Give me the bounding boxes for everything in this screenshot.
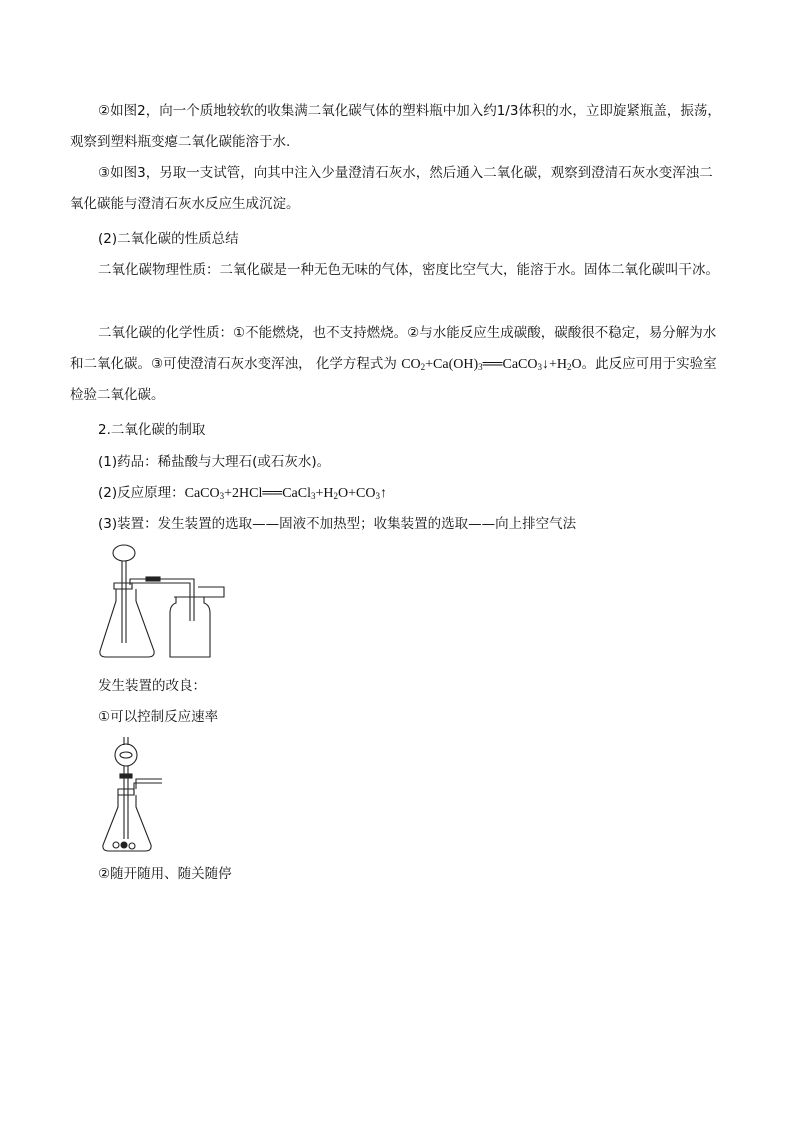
limewater-equation: $CO_2+Ca(OH)_3══CaCO_3↓+H_2O$ — [401, 357, 582, 372]
paragraph-figure3: ③如图3，另取一支试管，向其中注入少量澄清石灰水，然后通入二氧化碳，观察到澄清石灰水变浑浊二氧化碳能与澄清石灰水反应生成沉淀。 — [70, 165, 713, 212]
funnel-bulb — [115, 744, 137, 766]
line-apparatus: (3)装置：发生装置的选取——固液不加热型；收集装置的选取——向上排空气法 — [98, 516, 577, 532]
improve-item-1: ①可以控制反应速率 — [98, 709, 219, 725]
heading-property-summary: (2)二氧化碳的性质总结 — [98, 231, 239, 247]
improve-title: 发生装置的改良： — [98, 678, 206, 694]
co2-apparatus-figure — [96, 543, 236, 661]
chemical-lead-text: 二氧化碳的化学性质：①不能燃烧，也不支持燃烧。②与水能反应生成碳酸，碳酸很不稳定，易分解为水和二氧化碳。③可使澄清石灰水变浑浊， 化学方程式为 — [70, 325, 717, 372]
paragraph-physical-properties: 二氧化碳物理性质：二氧化碳是一种无色无味的气体，密度比空气大，能溶于水。固体二氧化碳叫干冰。 — [98, 262, 719, 278]
improve-item-2: ②随开随用、随关随停 — [98, 866, 232, 882]
chemical-tail-text: 。此反应可用于实验室检验二氧化碳。 — [70, 356, 717, 403]
line-drugs: (1)药品：稀盐酸与大理石(或石灰水)。 — [98, 454, 331, 470]
preparation-equation: $CaCO_3+2HCl══CaCl_3+H_2O+CO_3↑$ — [184, 486, 387, 501]
heading-co2-preparation: 2.二氧化碳的制取 — [98, 422, 206, 438]
funnel-bulb — [113, 545, 135, 561]
separatory-funnel-figure — [100, 737, 166, 855]
conical-flask — [103, 795, 151, 851]
line-reaction-principle: (2)反应原理：$CaCO_3+2HCl══CaCl_3+H_2O+CO_3↑$ — [98, 485, 387, 501]
paragraph-figure2: ②如图2，向一个质地较软的收集满二氧化碳气体的塑料瓶中加入约1/3体积的水，立即旋紧瓶盖，振荡，观察到塑料瓶变瘪二氧化碳能溶于水. — [70, 103, 721, 150]
conical-flask — [100, 589, 154, 657]
paragraph-chemical-properties — [70, 318, 725, 411]
